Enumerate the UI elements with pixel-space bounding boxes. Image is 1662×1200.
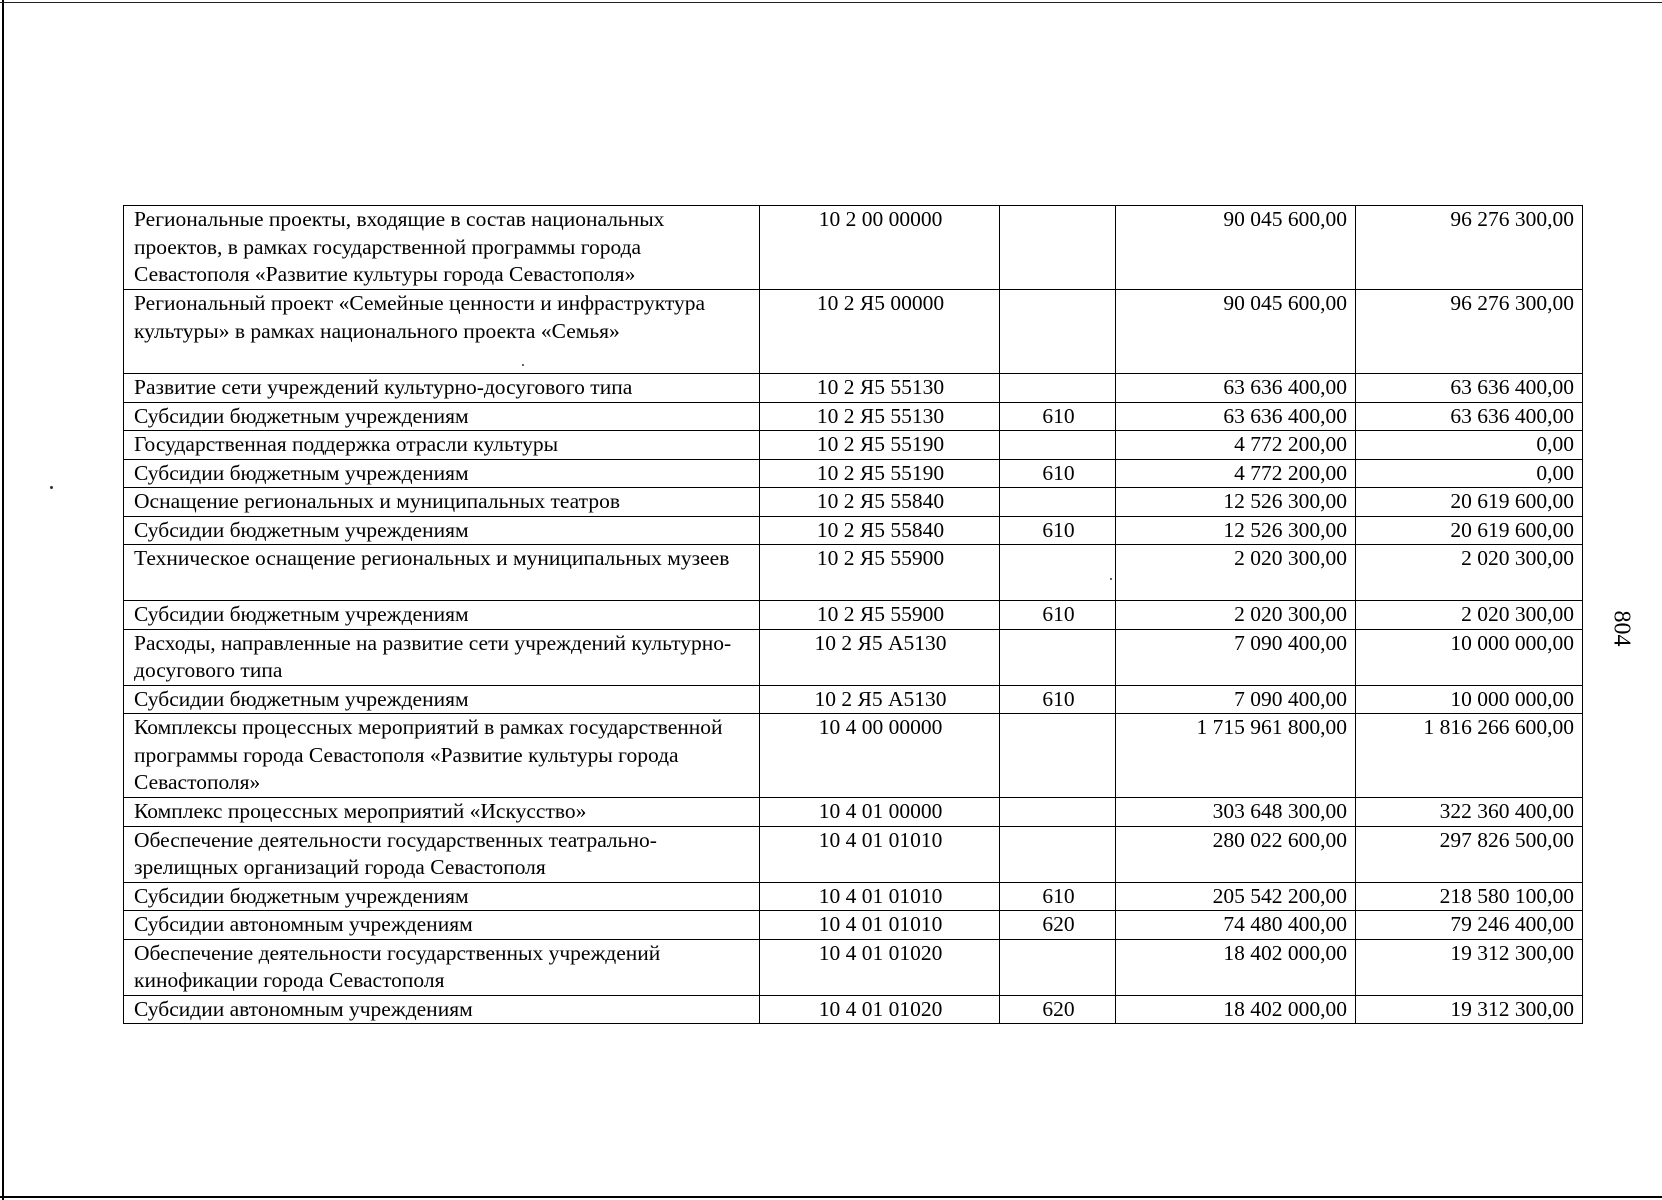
row-vr-cell (1000, 431, 1116, 460)
table-row (124, 374, 1583, 403)
row-code-cell: 10 2 00 00000 (760, 206, 1000, 290)
row-name-cell: Субсидии бюджетным учреждениям (124, 516, 760, 545)
row-name-cell: Субсидии бюджетным учреждениям (124, 685, 760, 714)
row-sum-2026-cell: 1 816 266 600,00 (1356, 714, 1583, 798)
row-sum-2025-cell: 280 022 600,00 (1116, 826, 1356, 882)
row-vr-cell (1000, 714, 1116, 798)
row-sum-2025-cell: 2 020 300,00 (1116, 601, 1356, 630)
row-code-cell: 10 2 Я5 55900 (760, 601, 1000, 630)
row-name-cell: Обеспечение деятельности государственных театрально-зрелищных организаций города Севастополя (124, 826, 760, 882)
row-code-cell: 10 4 01 01020 (760, 939, 1000, 995)
row-sum-2025-cell: 74 480 400,00 (1116, 911, 1356, 940)
row-code-cell: 10 4 01 01010 (760, 882, 1000, 911)
row-code-cell: 10 4 01 01010 (760, 911, 1000, 940)
scan-speck (50, 486, 53, 489)
row-code-cell: 10 2 Я5 55190 (760, 459, 1000, 488)
row-code-cell: 10 2 Я5 00000 (760, 290, 1000, 374)
row-sum-2026-cell: 297 826 500,00 (1356, 826, 1583, 882)
row-vr-cell: 620 (1000, 911, 1116, 940)
row-sum-2026-cell: 0,00 (1356, 459, 1583, 488)
row-sum-2025-cell: 63 636 400,00 (1116, 402, 1356, 431)
table-row (124, 290, 1583, 374)
scan-edge-top (0, 2, 1662, 3)
row-sum-2026-cell: 19 312 300,00 (1356, 939, 1583, 995)
row-vr-cell: 610 (1000, 882, 1116, 911)
row-name-cell: Государственная поддержка отрасли культуры (124, 431, 760, 460)
row-name-cell: Комплекс процессных мероприятий «Искусство» (124, 798, 760, 827)
budget-table (123, 205, 1583, 1024)
row-sum-2025-cell: 2 020 300,00 (1116, 545, 1356, 601)
row-name-cell: Субсидии бюджетным учреждениям (124, 601, 760, 630)
table-row (124, 798, 1583, 827)
row-sum-2025-cell: 18 402 000,00 (1116, 939, 1356, 995)
row-sum-2025-cell: 7 090 400,00 (1116, 685, 1356, 714)
row-name-cell: Субсидии автономным учреждениям (124, 911, 760, 940)
row-sum-2026-cell: 96 276 300,00 (1356, 206, 1583, 290)
row-sum-2026-cell: 2 020 300,00 (1356, 601, 1583, 630)
row-code-cell: 10 2 Я5 55130 (760, 374, 1000, 403)
row-sum-2025-cell: 12 526 300,00 (1116, 516, 1356, 545)
row-name-cell: Комплексы процессных мероприятий в рамках государственной программы города Севастополя «Развитие культуры города Севастополя» (124, 714, 760, 798)
table-row (124, 826, 1583, 882)
row-sum-2026-cell: 218 580 100,00 (1356, 882, 1583, 911)
row-name-cell: Оснащение региональных и муниципальных театров (124, 488, 760, 517)
row-name-cell: Субсидии бюджетным учреждениям (124, 459, 760, 488)
row-vr-cell: 610 (1000, 685, 1116, 714)
row-name-cell: Обеспечение деятельности государственных учреждений кинофикации города Севастополя (124, 939, 760, 995)
table-row (124, 601, 1583, 630)
row-sum-2025-cell: 4 772 200,00 (1116, 431, 1356, 460)
row-sum-2026-cell: 2 020 300,00 (1356, 545, 1583, 601)
row-sum-2026-cell: 96 276 300,00 (1356, 290, 1583, 374)
row-sum-2026-cell: 79 246 400,00 (1356, 911, 1583, 940)
table-row (124, 431, 1583, 460)
row-code-cell: 10 4 01 00000 (760, 798, 1000, 827)
table-row (124, 629, 1583, 685)
row-sum-2026-cell: 0,00 (1356, 431, 1583, 460)
row-vr-cell (1000, 206, 1116, 290)
row-code-cell: 10 2 Я5 А5130 (760, 629, 1000, 685)
row-vr-cell: 610 (1000, 459, 1116, 488)
row-sum-2025-cell: 18 402 000,00 (1116, 995, 1356, 1024)
row-sum-2026-cell: 322 360 400,00 (1356, 798, 1583, 827)
row-sum-2025-cell: 7 090 400,00 (1116, 629, 1356, 685)
table-row (124, 939, 1583, 995)
row-vr-cell: 610 (1000, 516, 1116, 545)
row-vr-cell: 610 (1000, 402, 1116, 431)
row-name-cell: Субсидии бюджетным учреждениям (124, 402, 760, 431)
scan-edge-left (2, 0, 4, 1200)
row-sum-2026-cell: 63 636 400,00 (1356, 402, 1583, 431)
table-row (124, 206, 1583, 290)
page-number: 804 (1608, 610, 1635, 647)
row-code-cell: 10 2 Я5 55840 (760, 488, 1000, 517)
row-sum-2026-cell: 10 000 000,00 (1356, 629, 1583, 685)
table-row (124, 911, 1583, 940)
table-row (124, 882, 1583, 911)
row-code-cell: 10 4 01 01020 (760, 995, 1000, 1024)
row-sum-2025-cell: 205 542 200,00 (1116, 882, 1356, 911)
row-vr-cell (1000, 488, 1116, 517)
row-name-cell: Региональные проекты, входящие в состав национальных проектов, в рамках государственной программы города Севастополя «Развитие культуры города Севастополя» (124, 206, 760, 290)
row-sum-2025-cell: 63 636 400,00 (1116, 374, 1356, 403)
row-vr-cell (1000, 826, 1116, 882)
row-sum-2025-cell: 303 648 300,00 (1116, 798, 1356, 827)
row-sum-2026-cell: 19 312 300,00 (1356, 995, 1583, 1024)
table-row (124, 459, 1583, 488)
row-name-cell: Субсидии бюджетным учреждениям (124, 882, 760, 911)
row-sum-2025-cell: 12 526 300,00 (1116, 488, 1356, 517)
row-code-cell: 10 2 Я5 55130 (760, 402, 1000, 431)
table-row (124, 402, 1583, 431)
row-code-cell: 10 2 Я5 55190 (760, 431, 1000, 460)
row-vr-cell (1000, 629, 1116, 685)
row-name-cell: Расходы, направленные на развитие сети учреждений культурно-досугового типа (124, 629, 760, 685)
row-code-cell: 10 2 Я5 55840 (760, 516, 1000, 545)
row-sum-2026-cell: 63 636 400,00 (1356, 374, 1583, 403)
row-vr-cell (1000, 939, 1116, 995)
budget-table-body (124, 206, 1583, 1024)
table-row (124, 516, 1583, 545)
row-vr-cell: 620 (1000, 995, 1116, 1024)
row-code-cell: 10 4 00 00000 (760, 714, 1000, 798)
row-vr-cell (1000, 290, 1116, 374)
row-sum-2026-cell: 20 619 600,00 (1356, 488, 1583, 517)
table-row (124, 714, 1583, 798)
row-sum-2025-cell: 1 715 961 800,00 (1116, 714, 1356, 798)
table-row (124, 995, 1583, 1024)
row-sum-2026-cell: 20 619 600,00 (1356, 516, 1583, 545)
row-sum-2026-cell: 10 000 000,00 (1356, 685, 1583, 714)
row-vr-cell (1000, 798, 1116, 827)
table-row (124, 685, 1583, 714)
scan-edge-bottom (0, 1196, 1662, 1198)
row-code-cell: 10 4 01 01010 (760, 826, 1000, 882)
row-code-cell: 10 2 Я5 А5130 (760, 685, 1000, 714)
table-row (124, 488, 1583, 517)
row-name-cell: Субсидии автономным учреждениям (124, 995, 760, 1024)
row-vr-cell (1000, 545, 1116, 601)
row-name-cell: Региональный проект «Семейные ценности и инфраструктура культуры» в рамках национального проекта «Семья» (124, 290, 760, 374)
row-name-cell: Техническое оснащение региональных и муниципальных музеев (124, 545, 760, 601)
row-sum-2025-cell: 90 045 600,00 (1116, 290, 1356, 374)
row-code-cell: 10 2 Я5 55900 (760, 545, 1000, 601)
row-name-cell: Развитие сети учреждений культурно-досугового типа (124, 374, 760, 403)
row-sum-2025-cell: 4 772 200,00 (1116, 459, 1356, 488)
row-vr-cell (1000, 374, 1116, 403)
row-vr-cell: 610 (1000, 601, 1116, 630)
table-row (124, 545, 1583, 601)
row-sum-2025-cell: 90 045 600,00 (1116, 206, 1356, 290)
